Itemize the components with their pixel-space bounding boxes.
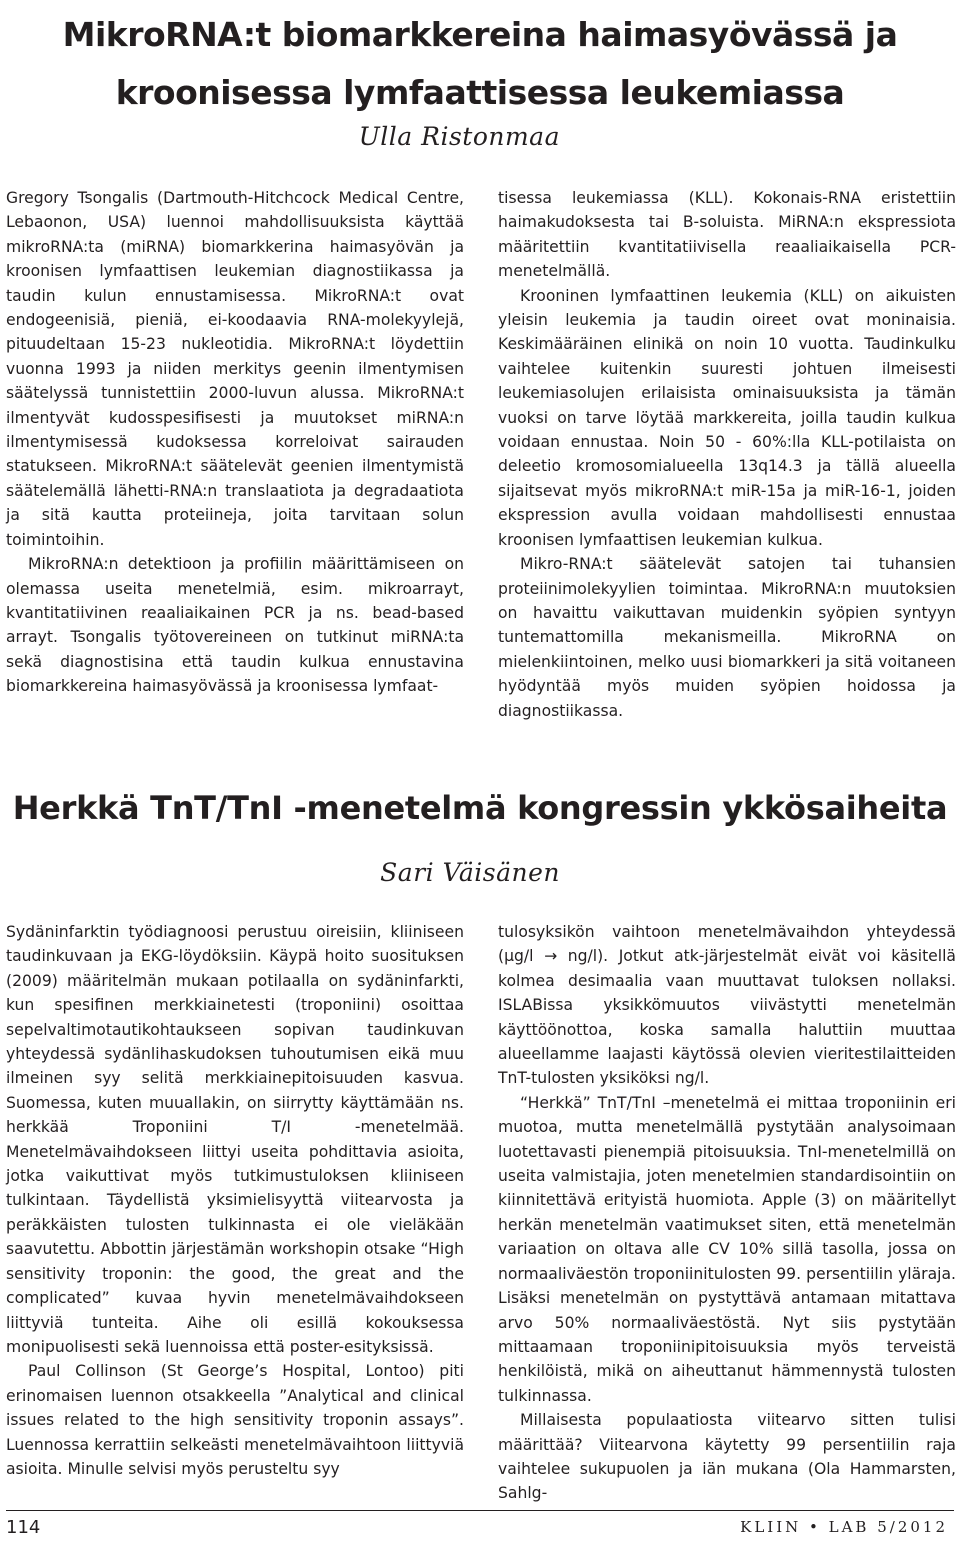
article-1-left-column bbox=[6, 186, 464, 699]
article-1-paragraph: Gregory Tsongalis (Dartmouth-Hitchcock Medical Centre, Lebaonon, USA) luennoi mahdollisuuksista käyttää mikroRNA:ta (miRNA) biomarkkerina haimasyövän ja kroonisen lymfaattisen leukemian diagnostiikassa ja taudin kulun ennustamisessa. MikroRNA:t ovat endogeenisiä, pieniä, ei-koodaavia RNA-molekyylejä, pituudeltaan 15-23 nukleotidia. MikroRNA:t löydettiin vuonna 1993 ja niiden merkitys geenin ilmentymisen säätelyssä tunnistettiin 2000-luvun alussa. MikroRNA:t ilmentyvät kudosspesifisesti ja muutokset miRNA:n ilmentymisessä kudoksessa korreloivat sairauden statukseen. MikroRNA:t säätelevät geenien ilmentymistä säätelemällä lähetti-RNA:n translaatiota ja degradaatiota ja sitä kautta proteiineja, joita tarvitaan solun toimintoihin. bbox=[6, 189, 464, 549]
footer-rule bbox=[6, 1510, 954, 1511]
article-1-title: MikroRNA:t biomarkkereina haimasyövässä ja kroonisessa lymfaattisessa leukemiassa bbox=[62, 15, 898, 112]
article-2-author: Sari Väisänen bbox=[380, 858, 560, 887]
article-2-paragraph: Sydäninfarktin työdiagnoosi perustuu oireisiin, kliiniseen taudinkuvaan ja EKG-löydöksiin. Käypä hoito suosituksen (2009) määritelmän mukaan potilaalla on sydäninfarkti, kun spesifinen merkkiainetesti (troponiini) osoittaa sepelvaltimotautikohtaukseen sopivan taudinkuvan yhteydessä sydänlihaskudoksen tuhoutumisen eikä muu ilmeinen syy selitä merkkiainepitoisuuden kasvua. Suomessa, kuten muuallakin, on siirrytty käyttämään ns. herkkää Troponiini T/I -menetelmää. Menetelmävaihdokseen liittyi useita pohdittavia asioita, jotka vaikuttivat myös tutkimustuloksen kliiniseen tulkintaan. Täydellistä yksimielisyyttä viitearvosta ja peräkkäisten tulosten tulkinnasta ei ole vieläkään saavutettu. Abbottin järjestämän workshopin otsake “High sensitivity troponin: the good, the great and the complicated” kuvaa hyvin menetelmävaihdokseen liittyviä tunteita. Aihe oli esillä kokouksessa monipuolisesti sekä luennoissa että poster-esityksissä. bbox=[6, 923, 464, 1356]
article-2-paragraph: Millaisesta populaatiosta viitearvo sitten tulisi määrittää? Viitearvona käytetty 99 persentiilin raja vaihtelee sukupuolen ja iän mukana (Ola Hammarsten, Sahlg- bbox=[498, 1411, 956, 1503]
article-2-left-column bbox=[6, 920, 464, 1481]
article-1-paragraph: tisessa leukemiassa (KLL). Kokonais-RNA eristettiin haimakudoksesta tai B-soluista. MiRNA:n ekspressiota määritettiin kvantitatiivisella reaaliaikaisella PCR-menetelmällä. bbox=[498, 189, 956, 281]
article-1-paragraph: MikroRNA:n detektioon ja profiilin määrittämiseen on olemassa useita menetelmiä, esim. mikroarrayt, kvantitatiivinen reaaliaikainen PCR ja ns. bead-based arrayt. Tsongalis työtovereineen on tutkinut miRNA:ta sekä diagnostisina että taudin kulkua ennustavina biomarkkereina haimasyövässä ja kroonisessa lymfaat- bbox=[6, 555, 464, 696]
article-2-title: Herkkä TnT/TnI -menetelmä kongressin ykkösaiheita bbox=[12, 789, 948, 827]
page-number: 114 bbox=[6, 1517, 41, 1538]
article-2-paragraph: Paul Collinson (St George’s Hospital, Lontoo) piti erinomaisen luennon otsakkeella ”Analytical and clinical issues related to the high sensitivity troponin assays”. Luennossa kerrattiin selkeästi menetelmävaihtoon liittyviä asioita. Minulle selvisi myös perusteltu syy bbox=[6, 1362, 464, 1478]
article-1-right-column bbox=[498, 186, 956, 723]
article-1-paragraph: Mikro-RNA:t säätelevät satojen tai tuhansien proteiinimolekyylien toimintaa. MikroRNA:n muutoksien on havaittu vaikuttavan muidenkin syöpien syntyyn tuntemattomilla mekanismeilla. MikroRNA on mielenkiintoinen, melko uusi biomarkkeri ja sitä voitaneen hyödyntää myös muiden syöpien hoidossa ja diagnostiikassa. bbox=[498, 555, 956, 720]
article-2-right-column bbox=[498, 920, 956, 1506]
article-2-paragraph: “Herkkä” TnT/TnI –menetelmä ei mittaa troponiinin eri muotoa, mutta menetelmällä pystytään analysoimaan luotettavasti pienempiä pitoisuuksia. TnI-menetelmillä on useita valmistajia, joten menetelmien standardisointiin on kiinnitettävä erityistä huomiota. Apple (3) on määritellyt herkän menetelmän vaatimukset siten, että menetelmän variaation on oltava alle CV 10% sillä tasolla, jossa on normaaliväestön troponiinitulosten 99. persentiilin yläraja. Lisäksi menetelmän on pystyttävä antamaan mitattava arvo 50% normaaliväestöstä. Nyt siis pystytään mittaamaan troponiinipitoisuuksia myös terveistä henkilöistä, mikä on aiheuttanut hämmennystä tulosten tulkinnassa. bbox=[498, 1093, 956, 1405]
article-1-paragraph: Krooninen lymfaattinen leukemia (KLL) on aikuisten yleisin leukemia ja taudin oireet ovat moninaisia. Keskimääräinen elinikä on noin 10 vuotta. Taudinkulku vaihtelee kuitenkin suuresti johtuen ilmeisesti leukemiasolujen erilaisista ominaisuuksista ja tämän vuoksi on tarve löytää markkereita, joilla taudin kulkua voidaan ennustaa. Noin 50 - 60%:lla KLL-potilaista on deleetio kromosomialueella 13q14.3 ja tällä alueella sijaitsevat myös mikroRNA:t miR-15a ja miR-16-1, joiden ekspression avulla voidaan mahdollisesti ennustaa kroonisen lymfaattisen leukemian kulkua. bbox=[498, 286, 956, 549]
journal-issue: KLIIN • LAB 5/2012 bbox=[740, 1518, 948, 1536]
article-2-paragraph: tulosyksikön vaihtoon menetelmävaihdon yhteydessä (µg/l → ng/l). Jotkut atk-järjestelmät eivät voi käsitellä kolmea desimaalia vaan muuttavat tuloksen nollaksi. ISLABissa yksikkömuutos viivästytti menetelmän käyttöönottoa, koska samalla haluttiin muuttaa alueellamme laajasti käytössä olevien vieritestilaitteiden TnT-tulosten yksiköksi ng/l. bbox=[498, 923, 956, 1088]
article-1-author: Ulla Ristonmaa bbox=[358, 122, 560, 151]
